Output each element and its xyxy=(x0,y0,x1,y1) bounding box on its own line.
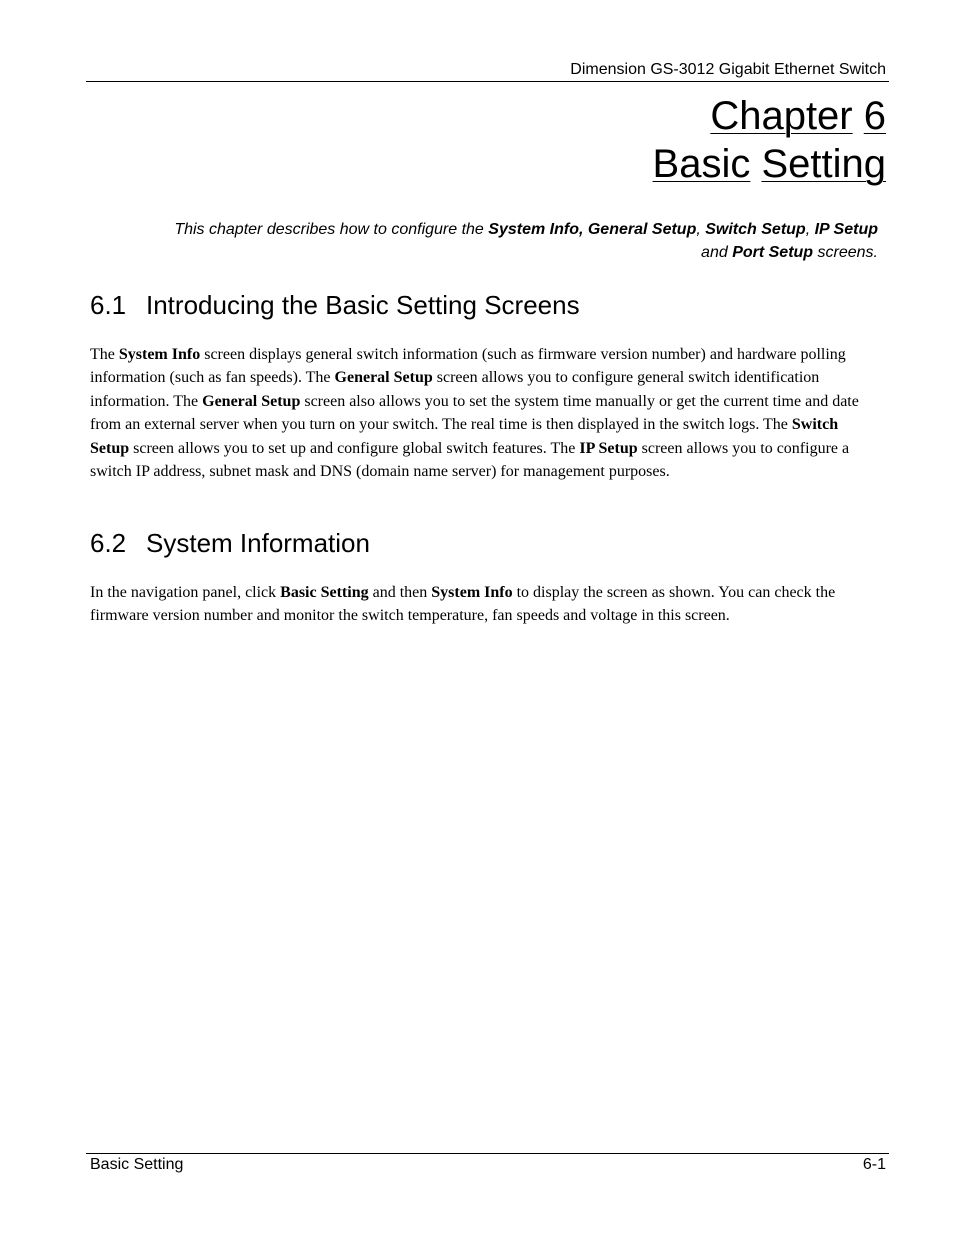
chapter-word: Chapter xyxy=(710,94,853,138)
chapter-label-line xyxy=(653,92,886,140)
section-number: 6.2 xyxy=(90,528,127,558)
section-title: Introducing the Basic Setting Screens xyxy=(146,290,580,320)
footer-page-number: 6-1 xyxy=(862,1156,886,1173)
section-6-2-paragraph: In the navigation panel, click Basic Setting and then System Info to display the screen as shown. You can check the firmware version number and monitor the switch temperature, fan speeds and voltage in this screen. xyxy=(90,584,836,625)
section-number: 6.1 xyxy=(90,290,127,320)
chapter-title xyxy=(653,92,886,188)
chapter-intro: This chapter describes how to configure the System Info, General Setup, Switch Setup, IP Setup and Port Setup screens. xyxy=(174,221,878,261)
footer-section-name: Basic Setting xyxy=(90,1156,184,1173)
header-rule xyxy=(86,81,889,82)
section-6-1-paragraph: The System Info screen displays general switch information (such as firmware version number) and hardware polling information (such as fan speeds). The General Setup screen allows you to configure general switch identification information. The General Setup screen also allows you to set the system time manually or get the current time and date from an external server when you turn on your switch. The real time is then displayed in the switch logs. The Switch Setup screen allows you to set up and configure global switch features. The IP Setup screen allows you to configure a switch IP address, subnet mask and DNS (domain name server) for management purposes. xyxy=(90,346,859,481)
section-heading-6-1 xyxy=(90,289,580,321)
chapter-number: 6 xyxy=(863,94,886,138)
section-title: System Information xyxy=(146,528,370,558)
section-heading-6-2 xyxy=(90,527,370,559)
running-header: Dimension GS-3012 Gigabit Ethernet Switch xyxy=(570,61,886,78)
chapter-name-word-1: Basic xyxy=(652,142,751,186)
footer-rule xyxy=(86,1153,889,1154)
chapter-name-word-2: Setting xyxy=(761,142,886,186)
chapter-name-line xyxy=(653,140,886,188)
